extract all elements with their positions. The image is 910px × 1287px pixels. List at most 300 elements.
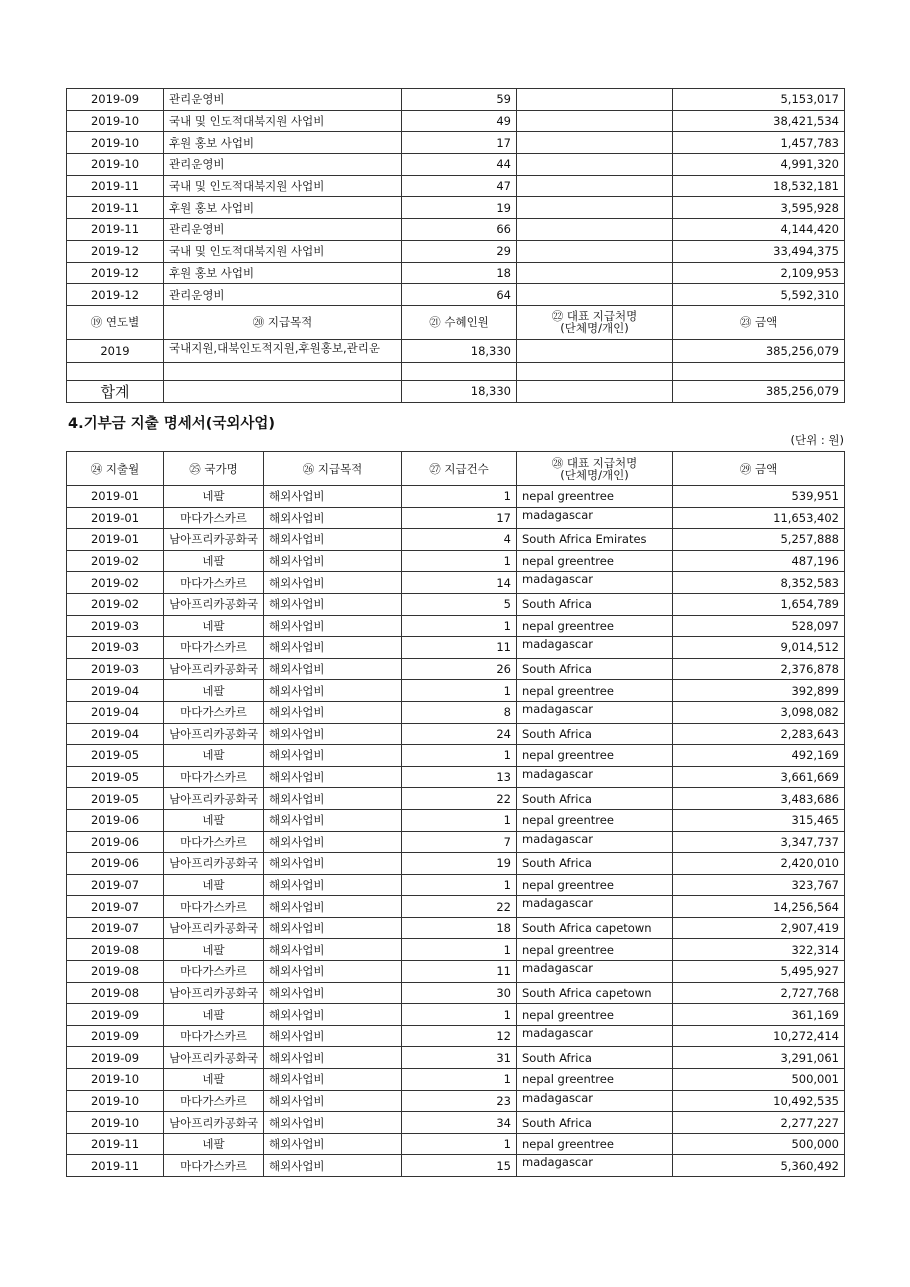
header-recipient — [517, 452, 673, 486]
period-cell: 2019-10 — [67, 154, 164, 176]
table-row — [67, 745, 845, 767]
table-row — [67, 486, 845, 508]
count-cell: 19 — [402, 853, 517, 875]
country-cell: 마다가스카르 — [164, 701, 264, 723]
header-count: ㉗ 지급건수 — [402, 452, 517, 486]
table-row — [67, 788, 845, 810]
recipient-cell — [517, 132, 673, 154]
purpose-cell: 해외사업비 — [264, 593, 402, 615]
month-cell: 2019-01 — [67, 486, 164, 508]
purpose-cell: 국내 및 인도적대북지원 사업비 — [164, 240, 402, 262]
month-cell: 2019-02 — [67, 572, 164, 594]
country-cell: 남아프리카공화국 — [164, 1047, 264, 1069]
recipient-cell: madagascar — [517, 637, 673, 659]
count-cell: 22 — [402, 788, 517, 810]
month-cell: 2019-09 — [67, 1047, 164, 1069]
amount-cell: 5,153,017 — [673, 89, 845, 111]
recipient-cell: nepal greentree — [517, 680, 673, 702]
month-cell: 2019-08 — [67, 982, 164, 1004]
country-cell: 네팔 — [164, 1133, 264, 1155]
table-row — [67, 896, 845, 918]
country-cell: 마다가스카르 — [164, 1025, 264, 1047]
overseas-expenditure-table — [66, 451, 845, 1177]
count-cell: 15 — [402, 1155, 517, 1177]
domestic-expenditure-table — [66, 88, 845, 403]
summary-recipient — [517, 339, 673, 362]
purpose-cell: 해외사업비 — [264, 745, 402, 767]
country-cell: 마다가스카르 — [164, 1090, 264, 1112]
table-row — [67, 593, 845, 615]
recipient-cell: nepal greentree — [517, 486, 673, 508]
recipient-cell: nepal greentree — [517, 745, 673, 767]
amount-cell: 2,277,227 — [673, 1112, 845, 1134]
header-amount: ㉙ 금액 — [673, 452, 845, 486]
table-row — [67, 809, 845, 831]
country-cell: 네팔 — [164, 1004, 264, 1026]
month-cell: 2019-08 — [67, 939, 164, 961]
month-cell: 2019-01 — [67, 507, 164, 529]
table-row — [67, 701, 845, 723]
purpose-cell: 해외사업비 — [264, 680, 402, 702]
overseas-section-title: 4.기부금 지출 명세서(국외사업) — [68, 416, 276, 432]
country-cell: 마다가스카르 — [164, 831, 264, 853]
total-amount: 385,256,079 — [673, 380, 845, 402]
blank-row — [67, 362, 845, 380]
table-row — [67, 658, 845, 680]
recipient-cell: madagascar — [517, 896, 673, 918]
count-cell: 49 — [402, 110, 517, 132]
country-cell: 네팔 — [164, 486, 264, 508]
table-row — [67, 831, 845, 853]
period-cell: 2019-11 — [67, 175, 164, 197]
amount-cell: 3,098,082 — [673, 701, 845, 723]
recipient-cell: nepal greentree — [517, 1004, 673, 1026]
amount-cell: 322,314 — [673, 939, 845, 961]
recipient-cell: South Africa — [517, 723, 673, 745]
country-cell: 마다가스카르 — [164, 896, 264, 918]
period-cell: 2019-12 — [67, 262, 164, 284]
amount-cell: 2,376,878 — [673, 658, 845, 680]
amount-cell: 3,347,737 — [673, 831, 845, 853]
table-row — [67, 1069, 845, 1091]
amount-cell: 392,899 — [673, 680, 845, 702]
recipient-cell: South Africa Emirates — [517, 529, 673, 551]
summary-purpose: 국내지원,대북인도적지원,후원홍보,관리운 — [164, 339, 402, 362]
purpose-cell: 해외사업비 — [264, 1133, 402, 1155]
recipient-cell: nepal greentree — [517, 1069, 673, 1091]
count-cell: 44 — [402, 154, 517, 176]
count-cell: 18 — [402, 262, 517, 284]
purpose-cell: 국내 및 인도적대북지원 사업비 — [164, 175, 402, 197]
table-row — [67, 1090, 845, 1112]
count-cell: 29 — [402, 240, 517, 262]
table-row — [67, 240, 845, 262]
table-row — [67, 1047, 845, 1069]
recipient-cell: nepal greentree — [517, 809, 673, 831]
month-cell: 2019-02 — [67, 550, 164, 572]
header-country: ㉕ 국가명 — [164, 452, 264, 486]
count-cell: 1 — [402, 745, 517, 767]
count-cell: 7 — [402, 831, 517, 853]
amount-cell: 5,257,888 — [673, 529, 845, 551]
purpose-cell: 해외사업비 — [264, 658, 402, 680]
country-cell: 마다가스카르 — [164, 961, 264, 983]
country-cell: 남아프리카공화국 — [164, 788, 264, 810]
amount-cell: 1,654,789 — [673, 593, 845, 615]
amount-cell: 528,097 — [673, 615, 845, 637]
amount-cell: 500,000 — [673, 1133, 845, 1155]
header-beneficiaries: ㉑ 수혜인원 — [402, 305, 517, 339]
country-cell: 네팔 — [164, 939, 264, 961]
amount-cell: 2,420,010 — [673, 853, 845, 875]
table-row — [67, 766, 845, 788]
count-cell: 1 — [402, 1069, 517, 1091]
domestic-rows — [67, 89, 845, 306]
month-cell: 2019-07 — [67, 896, 164, 918]
recipient-cell — [517, 175, 673, 197]
month-cell: 2019-07 — [67, 874, 164, 896]
month-cell: 2019-06 — [67, 853, 164, 875]
recipient-cell — [517, 219, 673, 241]
count-cell: 1 — [402, 680, 517, 702]
purpose-cell: 해외사업비 — [264, 701, 402, 723]
purpose-cell: 해외사업비 — [264, 1112, 402, 1134]
table-row — [67, 132, 845, 154]
summary-year: 2019 — [67, 339, 164, 362]
recipient-cell: nepal greentree — [517, 939, 673, 961]
country-cell: 남아프리카공화국 — [164, 658, 264, 680]
table-row — [67, 1025, 845, 1047]
count-cell: 12 — [402, 1025, 517, 1047]
count-cell: 1 — [402, 615, 517, 637]
recipient-cell: madagascar — [517, 701, 673, 723]
table-row — [67, 680, 845, 702]
recipient-cell: madagascar — [517, 1155, 673, 1177]
month-cell: 2019-11 — [67, 1133, 164, 1155]
count-cell: 11 — [402, 961, 517, 983]
count-cell: 64 — [402, 284, 517, 306]
domestic-summary-row — [67, 339, 845, 362]
count-cell: 11 — [402, 637, 517, 659]
amount-cell: 3,595,928 — [673, 197, 845, 219]
amount-cell: 10,272,414 — [673, 1025, 845, 1047]
count-cell: 4 — [402, 529, 517, 551]
table-row — [67, 262, 845, 284]
month-cell: 2019-11 — [67, 1155, 164, 1177]
table-row — [67, 1004, 845, 1026]
period-cell: 2019-12 — [67, 240, 164, 262]
recipient-cell — [517, 262, 673, 284]
table-row — [67, 197, 845, 219]
header-year: ⑲ 연도별 — [67, 305, 164, 339]
amount-cell: 361,169 — [673, 1004, 845, 1026]
table-row — [67, 507, 845, 529]
month-cell: 2019-10 — [67, 1112, 164, 1134]
month-cell: 2019-03 — [67, 637, 164, 659]
recipient-cell: South Africa — [517, 1047, 673, 1069]
table-row — [67, 637, 845, 659]
table-row — [67, 154, 845, 176]
month-cell: 2019-01 — [67, 529, 164, 551]
table-row — [67, 853, 845, 875]
recipient-cell: South Africa — [517, 788, 673, 810]
purpose-cell: 해외사업비 — [264, 550, 402, 572]
purpose-cell: 해외사업비 — [264, 853, 402, 875]
count-cell: 1 — [402, 874, 517, 896]
recipient-cell — [517, 240, 673, 262]
recipient-cell: madagascar — [517, 1090, 673, 1112]
table-row — [67, 1112, 845, 1134]
purpose-cell: 해외사업비 — [264, 1047, 402, 1069]
amount-cell: 10,492,535 — [673, 1090, 845, 1112]
domestic-header-row — [67, 305, 845, 339]
purpose-cell: 해외사업비 — [264, 917, 402, 939]
table-row — [67, 917, 845, 939]
amount-cell: 2,727,768 — [673, 982, 845, 1004]
purpose-cell: 해외사업비 — [264, 1090, 402, 1112]
month-cell: 2019-07 — [67, 917, 164, 939]
month-cell: 2019-09 — [67, 1004, 164, 1026]
purpose-cell: 해외사업비 — [264, 1025, 402, 1047]
amount-cell: 5,592,310 — [673, 284, 845, 306]
amount-cell: 539,951 — [673, 486, 845, 508]
amount-cell: 2,109,953 — [673, 262, 845, 284]
amount-cell: 487,196 — [673, 550, 845, 572]
period-cell: 2019-10 — [67, 132, 164, 154]
purpose-cell: 해외사업비 — [264, 615, 402, 637]
month-cell: 2019-03 — [67, 615, 164, 637]
count-cell: 1 — [402, 550, 517, 572]
table-row — [67, 874, 845, 896]
country-cell: 남아프리카공화국 — [164, 982, 264, 1004]
recipient-cell: nepal greentree — [517, 550, 673, 572]
amount-cell: 33,494,375 — [673, 240, 845, 262]
month-cell: 2019-03 — [67, 658, 164, 680]
summary-amount: 385,256,079 — [673, 339, 845, 362]
amount-cell: 5,360,492 — [673, 1155, 845, 1177]
month-cell: 2019-05 — [67, 766, 164, 788]
recipient-cell: madagascar — [517, 572, 673, 594]
purpose-cell: 해외사업비 — [264, 486, 402, 508]
amount-cell: 18,532,181 — [673, 175, 845, 197]
recipient-cell: madagascar — [517, 507, 673, 529]
header-recipient — [517, 305, 673, 339]
country-cell: 마다가스카르 — [164, 507, 264, 529]
total-label: 합계 — [67, 380, 164, 402]
purpose-cell: 해외사업비 — [264, 1155, 402, 1177]
purpose-cell: 해외사업비 — [264, 1004, 402, 1026]
month-cell: 2019-04 — [67, 723, 164, 745]
purpose-cell: 해외사업비 — [264, 507, 402, 529]
country-cell: 마다가스카르 — [164, 637, 264, 659]
recipient-cell — [517, 197, 673, 219]
table-row — [67, 175, 845, 197]
recipient-cell: South Africa capetown — [517, 982, 673, 1004]
table-row — [67, 1155, 845, 1177]
purpose-cell: 해외사업비 — [264, 809, 402, 831]
count-cell: 1 — [402, 1004, 517, 1026]
table-row — [67, 982, 845, 1004]
purpose-cell: 해외사업비 — [264, 874, 402, 896]
purpose-cell: 관리운영비 — [164, 89, 402, 111]
table-row — [67, 961, 845, 983]
recipient-cell: South Africa — [517, 853, 673, 875]
amount-cell: 315,465 — [673, 809, 845, 831]
table-row — [67, 110, 845, 132]
count-cell: 17 — [402, 507, 517, 529]
period-cell: 2019-10 — [67, 110, 164, 132]
purpose-cell: 후원 홍보 사업비 — [164, 262, 402, 284]
recipient-cell: South Africa — [517, 593, 673, 615]
purpose-cell: 해외사업비 — [264, 766, 402, 788]
country-cell: 남아프리카공화국 — [164, 917, 264, 939]
amount-cell: 5,495,927 — [673, 961, 845, 983]
country-cell: 남아프리카공화국 — [164, 853, 264, 875]
amount-cell: 3,291,061 — [673, 1047, 845, 1069]
table-row — [67, 615, 845, 637]
purpose-cell: 관리운영비 — [164, 154, 402, 176]
recipient-cell: nepal greentree — [517, 615, 673, 637]
header-amount: ㉓ 금액 — [673, 305, 845, 339]
recipient-cell: madagascar — [517, 766, 673, 788]
table-row — [67, 284, 845, 306]
count-cell: 13 — [402, 766, 517, 788]
purpose-cell: 해외사업비 — [264, 529, 402, 551]
count-cell: 59 — [402, 89, 517, 111]
month-cell: 2019-06 — [67, 831, 164, 853]
country-cell: 마다가스카르 — [164, 1155, 264, 1177]
count-cell: 47 — [402, 175, 517, 197]
header-recipient-line2: (단체명/개인) — [560, 321, 629, 336]
count-cell: 31 — [402, 1047, 517, 1069]
country-cell: 남아프리카공화국 — [164, 1112, 264, 1134]
unit-label: (단위 : 원) — [790, 433, 844, 447]
count-cell: 5 — [402, 593, 517, 615]
table-row — [67, 529, 845, 551]
recipient-cell: madagascar — [517, 961, 673, 983]
period-cell: 2019-11 — [67, 219, 164, 241]
period-cell: 2019-11 — [67, 197, 164, 219]
country-cell: 마다가스카르 — [164, 572, 264, 594]
country-cell: 남아프리카공화국 — [164, 593, 264, 615]
purpose-cell: 해외사업비 — [264, 637, 402, 659]
country-cell: 마다가스카르 — [164, 766, 264, 788]
recipient-cell — [517, 89, 673, 111]
recipient-cell — [517, 110, 673, 132]
purpose-cell: 관리운영비 — [164, 219, 402, 241]
month-cell: 2019-04 — [67, 680, 164, 702]
table-row — [67, 89, 845, 111]
country-cell: 남아프리카공화국 — [164, 529, 264, 551]
period-cell: 2019-12 — [67, 284, 164, 306]
recipient-cell: nepal greentree — [517, 1133, 673, 1155]
purpose-cell: 후원 홍보 사업비 — [164, 197, 402, 219]
table-row — [67, 1133, 845, 1155]
purpose-cell: 해외사업비 — [264, 1069, 402, 1091]
amount-cell: 38,421,534 — [673, 110, 845, 132]
purpose-cell: 해외사업비 — [264, 939, 402, 961]
recipient-cell: nepal greentree — [517, 874, 673, 896]
recipient-cell — [517, 284, 673, 306]
country-cell: 네팔 — [164, 615, 264, 637]
month-cell: 2019-02 — [67, 593, 164, 615]
country-cell: 네팔 — [164, 680, 264, 702]
amount-cell: 2,907,419 — [673, 917, 845, 939]
month-cell: 2019-08 — [67, 961, 164, 983]
month-cell: 2019-10 — [67, 1069, 164, 1091]
purpose-cell: 후원 홍보 사업비 — [164, 132, 402, 154]
header-recipient-line2: (단체명/개인) — [560, 467, 629, 482]
country-cell: 네팔 — [164, 874, 264, 896]
recipient-cell — [517, 154, 673, 176]
table-row — [67, 550, 845, 572]
header-recipient-line1: ㉘ 대표 지급처명 — [551, 455, 638, 470]
amount-cell: 11,653,402 — [673, 507, 845, 529]
month-cell: 2019-09 — [67, 1025, 164, 1047]
recipient-cell: madagascar — [517, 1025, 673, 1047]
count-cell: 66 — [402, 219, 517, 241]
count-cell: 1 — [402, 486, 517, 508]
count-cell: 30 — [402, 982, 517, 1004]
count-cell: 19 — [402, 197, 517, 219]
amount-cell: 9,014,512 — [673, 637, 845, 659]
amount-cell: 8,352,583 — [673, 572, 845, 594]
recipient-cell: South Africa capetown — [517, 917, 673, 939]
header-recipient-line1: ㉒ 대표 지급처명 — [551, 309, 638, 324]
month-cell: 2019-05 — [67, 788, 164, 810]
country-cell: 네팔 — [164, 745, 264, 767]
overseas-header-row — [67, 452, 845, 486]
overseas-rows — [67, 486, 845, 1177]
amount-cell: 323,767 — [673, 874, 845, 896]
total-beneficiaries: 18,330 — [402, 380, 517, 402]
count-cell: 14 — [402, 572, 517, 594]
header-month: ㉔ 지출월 — [67, 452, 164, 486]
total-row — [67, 380, 845, 402]
purpose-cell: 해외사업비 — [264, 831, 402, 853]
purpose-cell: 관리운영비 — [164, 284, 402, 306]
count-cell: 17 — [402, 132, 517, 154]
amount-cell: 14,256,564 — [673, 896, 845, 918]
amount-cell: 3,661,669 — [673, 766, 845, 788]
count-cell: 34 — [402, 1112, 517, 1134]
table-row — [67, 939, 845, 961]
recipient-cell: South Africa — [517, 1112, 673, 1134]
count-cell: 24 — [402, 723, 517, 745]
count-cell: 22 — [402, 896, 517, 918]
month-cell: 2019-05 — [67, 745, 164, 767]
country-cell: 남아프리카공화국 — [164, 723, 264, 745]
count-cell: 1 — [402, 939, 517, 961]
table-row — [67, 723, 845, 745]
count-cell: 1 — [402, 1133, 517, 1155]
amount-cell: 3,483,686 — [673, 788, 845, 810]
month-cell: 2019-10 — [67, 1090, 164, 1112]
purpose-cell: 해외사업비 — [264, 788, 402, 810]
amount-cell: 4,144,420 — [673, 219, 845, 241]
amount-cell: 500,001 — [673, 1069, 845, 1091]
count-cell: 1 — [402, 809, 517, 831]
header-purpose: ⑳ 지급목적 — [164, 305, 402, 339]
amount-cell: 492,169 — [673, 745, 845, 767]
country-cell: 네팔 — [164, 550, 264, 572]
recipient-cell: South Africa — [517, 658, 673, 680]
amount-cell: 2,283,643 — [673, 723, 845, 745]
recipient-cell: madagascar — [517, 831, 673, 853]
purpose-cell: 해외사업비 — [264, 723, 402, 745]
count-cell: 26 — [402, 658, 517, 680]
count-cell: 18 — [402, 917, 517, 939]
